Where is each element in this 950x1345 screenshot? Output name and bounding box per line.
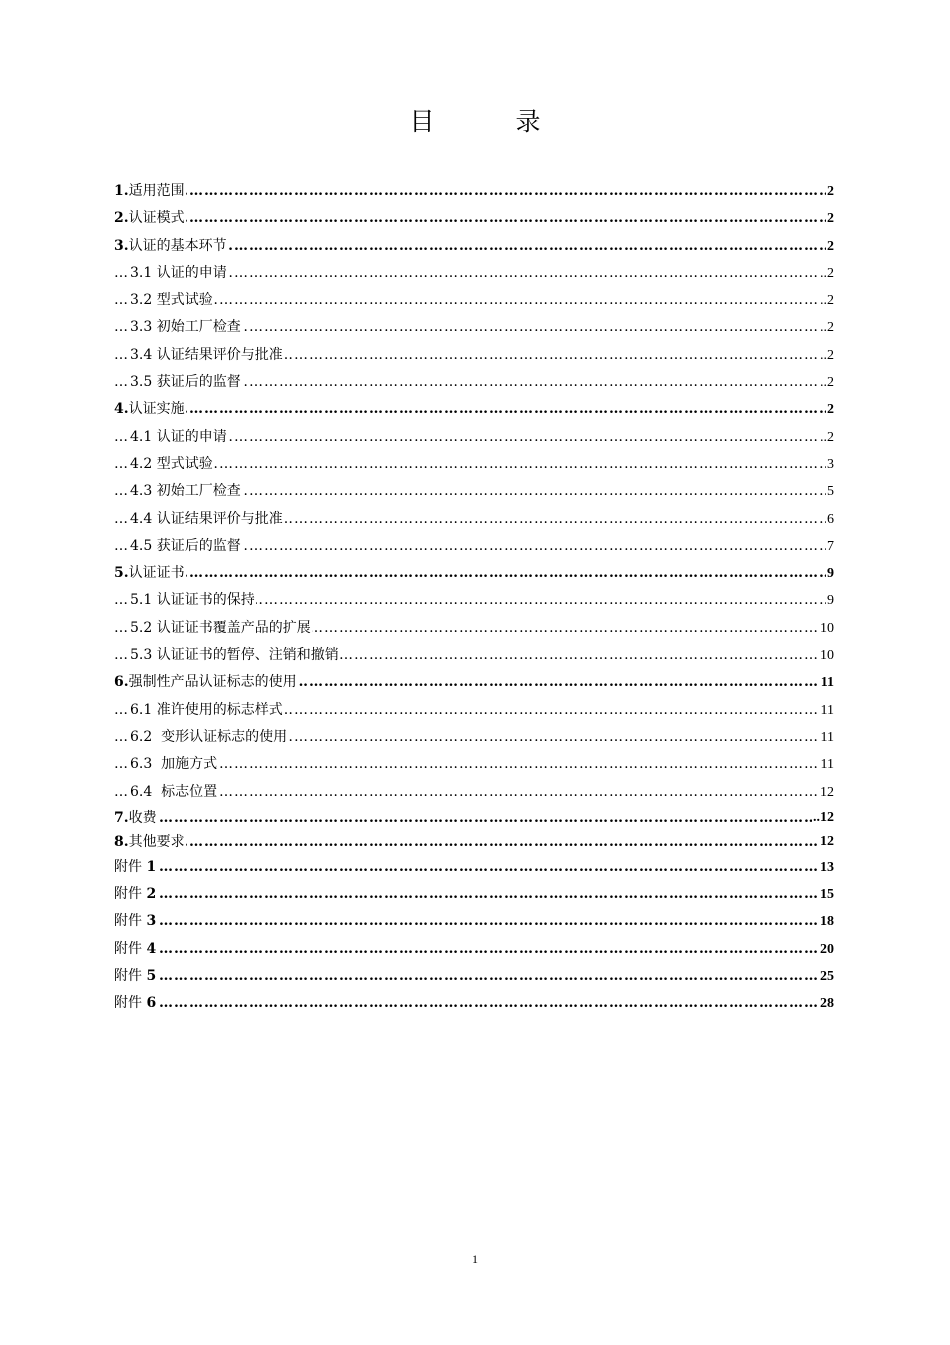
- toc-entry-label: [114, 963, 157, 990]
- toc-entry-text: 型式试验: [152, 292, 213, 309]
- toc-entry-text: 适用范围: [128, 183, 185, 199]
- toc-entry[interactable]: [114, 724, 834, 751]
- toc-entry-page: 12: [819, 779, 834, 806]
- toc-entry-number: 4.2: [130, 455, 153, 472]
- page-number: 1: [472, 1252, 478, 1266]
- toc-entry-text: 认证证书的保持: [152, 592, 255, 609]
- toc-entry-text: 认证的申请: [152, 428, 227, 445]
- toc-entry-label: [114, 830, 186, 854]
- toc-entry[interactable]: [114, 669, 834, 696]
- toc-entry[interactable]: [114, 260, 834, 287]
- toc-entry-text: 附件: [114, 968, 147, 985]
- toc-entry[interactable]: [114, 806, 834, 830]
- toc-entry-label: [114, 205, 186, 232]
- toc-entry-page: ..2: [819, 424, 834, 451]
- toc-entry-page: ..2: [819, 287, 834, 314]
- toc-entry-page: 25: [819, 963, 834, 990]
- toc-entry-label: [114, 881, 157, 908]
- toc-entry-page: 10: [819, 615, 834, 642]
- toc-entry-number: 2.: [114, 210, 129, 227]
- toc-entry-number: 6: [146, 995, 157, 1012]
- toc-entry[interactable]: [114, 205, 834, 232]
- toc-entry-label: [114, 396, 186, 423]
- toc-leader-dots: [114, 881, 834, 908]
- toc-entry-label: [130, 506, 284, 533]
- toc-entry-label: [114, 669, 298, 696]
- toc-entry-page: 9: [826, 587, 834, 614]
- toc-entry-number: 6.: [114, 674, 129, 691]
- toc-entry[interactable]: [114, 451, 834, 478]
- toc-entry-text: 认证模式: [128, 210, 185, 227]
- toc-entry-number: 4: [146, 940, 157, 957]
- toc-entry-label: [130, 724, 288, 751]
- toc-leader-dots: [114, 451, 834, 478]
- toc-entry[interactable]: [114, 396, 834, 423]
- toc-entry[interactable]: [114, 830, 834, 854]
- toc-entry-label: [130, 314, 242, 341]
- toc-leader-dots: [114, 854, 834, 881]
- toc-entry-number: 7.: [114, 809, 129, 826]
- toc-entry-number: 6.3: [130, 756, 153, 773]
- toc-entry[interactable]: [114, 642, 834, 669]
- toc-entry-label: [130, 287, 214, 314]
- toc-entry-text: 认证证书覆盖产品的扩展: [152, 619, 311, 636]
- toc-entry-number: 4.: [114, 401, 129, 418]
- toc-entry[interactable]: [114, 178, 834, 205]
- toc-entry-number: 5.3: [130, 647, 153, 664]
- toc-leader-dots: [114, 908, 834, 935]
- toc-entry-number: 6.2: [130, 728, 153, 745]
- toc-entry-text: 认证证书的暂停、注销和撤销: [152, 647, 339, 664]
- toc-entry-number: 8.: [114, 833, 129, 850]
- toc-entry[interactable]: [114, 506, 834, 533]
- toc-entry[interactable]: [114, 908, 834, 935]
- toc-entry-number: 5.: [114, 565, 129, 582]
- toc-leader-dots: [114, 779, 834, 806]
- toc-entry-label: [114, 806, 158, 830]
- toc-leader-dots: [114, 396, 834, 423]
- toc-entry[interactable]: [114, 533, 834, 560]
- toc-entry-label: [130, 369, 242, 396]
- toc-entry-number: 5.2: [130, 619, 153, 636]
- toc-entry-page: ..2: [819, 260, 834, 287]
- toc-entry-number: 4.5: [130, 537, 153, 554]
- toc-entry-page: 7: [826, 533, 834, 560]
- toc-entry-text: 变形认证标志的使用: [152, 728, 288, 745]
- toc-entry-label: [114, 936, 157, 963]
- toc-entry-text: 收费: [128, 809, 157, 826]
- toc-entry-text: 认证实施: [128, 401, 185, 418]
- toc-entry-page: 11: [820, 751, 834, 778]
- toc-entry[interactable]: [114, 697, 834, 724]
- toc-leader-dots: [114, 205, 834, 232]
- toc-entry-text: 准许使用的标志样式: [152, 701, 283, 718]
- toc-entry-page: 2: [826, 396, 834, 423]
- toc-entry-number: 5.1: [130, 592, 153, 609]
- toc-entry-text: 认证证书: [128, 565, 185, 582]
- toc-leader-dots: [114, 560, 834, 587]
- toc-leader-dots: [114, 751, 834, 778]
- toc-entry[interactable]: [114, 560, 834, 587]
- toc-entry-label: [114, 990, 157, 1017]
- toc-entry-number: 3.2: [130, 292, 153, 309]
- toc-entry-page: 28: [819, 990, 834, 1017]
- toc-entry-page: 2: [826, 233, 834, 260]
- toc-entry-page: 6: [826, 506, 834, 533]
- toc-entry-page: 12: [819, 830, 834, 854]
- toc-entry-label: [130, 260, 228, 287]
- toc-entry-number: 3.4: [130, 346, 153, 363]
- toc-entry[interactable]: [114, 233, 834, 260]
- toc-entry-text: 附件: [114, 995, 147, 1012]
- toc-entry-number: 6.4: [130, 783, 153, 800]
- toc-entry-label: [130, 533, 242, 560]
- toc-leader-dots: [114, 806, 834, 830]
- toc-entry-page: 20: [819, 936, 834, 963]
- toc-entry-text: 附件: [114, 913, 147, 930]
- toc-entry-label: [130, 342, 284, 369]
- toc-entry-text: 认证的申请: [152, 264, 227, 281]
- toc-entry[interactable]: [114, 287, 834, 314]
- toc-entry-label: [130, 451, 214, 478]
- toc-entry-text: 标志位置: [152, 783, 218, 800]
- toc-entry[interactable]: [114, 342, 834, 369]
- toc-entry[interactable]: [114, 936, 834, 963]
- toc-entry[interactable]: [114, 881, 834, 908]
- toc-entry[interactable]: [114, 990, 834, 1017]
- toc-entry-text: 附件: [114, 940, 147, 957]
- toc-entry-page: 5: [826, 478, 834, 505]
- toc-entry-text: 认证结果评价与批准: [152, 510, 283, 527]
- toc-entry[interactable]: [114, 779, 834, 806]
- toc-entry-number: 3.: [114, 237, 129, 254]
- toc-entry-text: 初始工厂检查: [152, 319, 241, 336]
- toc-entry-number: 3.5: [130, 374, 153, 391]
- toc-entry-page: 3: [826, 451, 834, 478]
- toc-entry-number: 4.3: [130, 483, 153, 500]
- toc-entry-number: 6.1: [130, 701, 153, 718]
- toc-entry-label: [130, 587, 256, 614]
- toc-entry-text: 附件: [114, 886, 147, 903]
- toc-entry-label: [130, 697, 284, 724]
- toc-entry-page: 15: [819, 881, 834, 908]
- toc-entry-page: 9: [826, 560, 834, 587]
- toc-leader-dots: [114, 990, 834, 1017]
- toc-entry-number: 3.1: [130, 264, 153, 281]
- toc-entry-page: ..2: [819, 342, 834, 369]
- toc-entry-number: 3: [146, 913, 157, 930]
- toc-entry-number: 1: [146, 858, 157, 875]
- toc-entry-label: [114, 178, 186, 205]
- toc-entry[interactable]: [114, 587, 834, 614]
- toc-entry-label: [130, 751, 218, 778]
- toc-entry-label: [130, 424, 228, 451]
- toc-entry-number: 4.4: [130, 510, 153, 527]
- toc-entry[interactable]: [114, 314, 834, 341]
- toc-entry-text: 加施方式: [152, 756, 218, 773]
- toc-entry-text: 认证结果评价与批准: [152, 346, 283, 363]
- toc-entry[interactable]: [114, 369, 834, 396]
- toc-entry-page: ..2: [819, 314, 834, 341]
- toc-entry[interactable]: [114, 615, 834, 642]
- toc-entry-text: 获证后的监督: [152, 374, 241, 391]
- toc-entry-label: [130, 642, 340, 669]
- toc-entry-text: 其他要求: [128, 833, 185, 850]
- page-title: 目 录: [409, 107, 569, 136]
- toc-entry-label: [130, 615, 312, 642]
- toc-entry-page: ..2: [819, 369, 834, 396]
- toc-entry-label: [130, 779, 218, 806]
- toc-entry[interactable]: [114, 751, 834, 778]
- toc-entry-text: 初始工厂检查: [152, 483, 241, 500]
- toc-entry-page: 10: [819, 642, 834, 669]
- toc-entry-label: [114, 233, 228, 260]
- toc-entry-number: 5: [146, 968, 157, 985]
- toc-entry-text: 附件: [114, 858, 147, 875]
- toc-entry-label: [114, 908, 157, 935]
- toc-entry-page: 11: [820, 724, 834, 751]
- toc-entry[interactable]: [114, 478, 834, 505]
- toc-entry-page: 11: [820, 669, 834, 696]
- toc-entry[interactable]: [114, 424, 834, 451]
- toc-leader-dots: [114, 936, 834, 963]
- toc-leader-dots: [114, 178, 834, 205]
- toc-entry-page: 13: [819, 854, 834, 881]
- toc-entry-text: 强制性产品认证标志的使用: [128, 674, 297, 691]
- toc-entry-number: 2: [146, 886, 157, 903]
- toc-entry-text: 获证后的监督: [152, 537, 241, 554]
- table-of-contents: [114, 178, 834, 1018]
- toc-leader-dots: [114, 287, 834, 314]
- toc-entry-number: 4.1: [130, 428, 153, 445]
- toc-entry-page: ..12: [812, 806, 834, 830]
- toc-entry-page: 11: [820, 697, 834, 724]
- toc-entry-label: [114, 854, 157, 881]
- toc-entry-page: 2: [826, 178, 834, 205]
- toc-entry-page: 18: [819, 908, 834, 935]
- toc-entry[interactable]: [114, 854, 834, 881]
- toc-entry-number: 3.3: [130, 319, 153, 336]
- toc-entry-text: 认证的基本环节: [128, 237, 227, 254]
- toc-entry-number: 1.: [114, 183, 129, 199]
- toc-leader-dots: [114, 830, 834, 854]
- toc-entry-label: [130, 478, 242, 505]
- toc-entry-text: 型式试验: [152, 455, 213, 472]
- toc-entry[interactable]: [114, 963, 834, 990]
- toc-entry-page: 2: [826, 205, 834, 232]
- toc-leader-dots: [114, 963, 834, 990]
- toc-entry-label: [114, 560, 186, 587]
